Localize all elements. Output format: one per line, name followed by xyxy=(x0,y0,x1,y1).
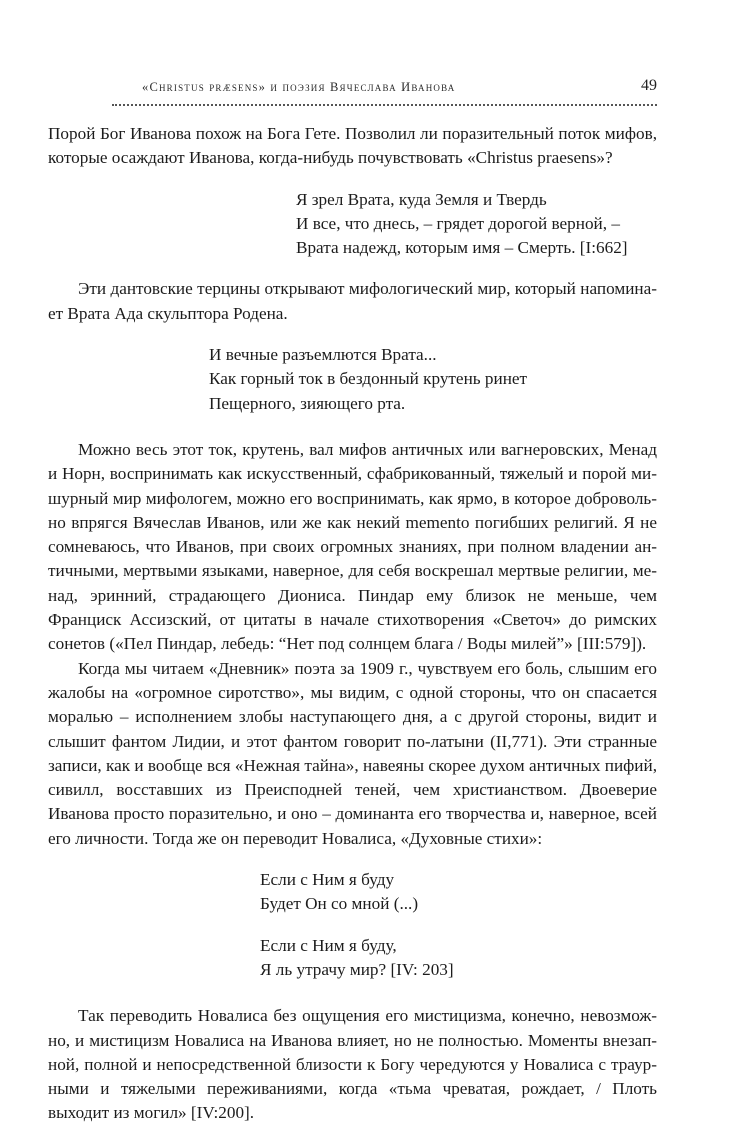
page-number: 49 xyxy=(641,77,657,94)
verse-line: Будет Он со мной (...) xyxy=(260,894,419,914)
paragraph-diary: Когда мы читаем «Дневник» поэта за 1909 г., чувствуем его боль, слышим его жалобы на «огромное сиротство», мы видим, с одной стороны, что он спасается моралью – исполнением злобы наступающего дня, а с другой стороны, видит и слышит фантом Лидии, и этот фантом говорит по-латыни (II,771). Эти странные записи, как и вообще вся «Нежная тайна», навеяны скорее духом античных пифий, сивилл, восставших из Преисподней теней, чем христианством. Двоеверие Иванова просто поразительно, и оно – доминанта его творчества и, наверное, всей его личности. Тогда же он переводит Новалиса, «Духовные стихи»: xyxy=(48,658,657,848)
page-body xyxy=(48,122,657,1126)
verse-line: Врата надежд, которым имя – Смерть. [I:662] xyxy=(296,238,628,258)
verse-dante xyxy=(296,188,657,261)
verse-line: Если с Ним я буду xyxy=(260,870,395,890)
verse-line: И вечные разъемлются Врата... xyxy=(209,345,437,365)
verse-novalis-1 xyxy=(260,868,657,917)
verse-line: Я ль утрачу мир? [IV: 203] xyxy=(260,959,454,979)
verse-line: Я зрел Врата, куда Земля и Твердь xyxy=(296,189,547,209)
paragraph-dante-tercets: Эти дантовские терцины открывают мифологический мир, который напоминает Врата Ада скульптора Родена. xyxy=(48,279,657,323)
paragraph-novalis: Так переводить Новалиса без ощущения его мистицизма, конечно, невозможно, и мистицизм Новалиса на Иванова влияет, но не полностью. Моменты внезапной, полной и непосредственной близости к Богу чередуются у Новалиса с траурными и тяжелыми переживаниями, когда «тьма чреватая, рождает, / Плоть выходит из могил» [IV:200]. xyxy=(48,1006,657,1123)
verse-gates xyxy=(209,343,657,416)
paragraph-intro: Порой Бог Иванова похож на Бога Гете. Позволил ли поразительный поток мифов, которые осаждают Иванова, когда-нибудь почувствовать «Christus praesens»? xyxy=(48,124,657,168)
paragraph-myths: Можно весь этот ток, крутень, вал мифов античных или вагнеровских, Менад и Норн, воспринимать как искусственный, сфабрикованный, тяжелый и порой мишурный мир мифологем, можно его воспринимать, как ярмо, в которое добровольно впрягся Вячеслав Иванов, или же как некий memento погибших религий. Я не сомневаюсь, что Иванов, при своих огромных знаниях, при полном владении античными, мертвыми языками, наверное, для себя воскрешал мертвые религии, менад, эринний, страдающего Диониса. Пиндар ему близок не меньше, чем Франциск Ассизский, от цитаты в начале стихотворения «Светоч» до римских сонетов («Пел Пиндар, лебедь: “Нет под солнцем блага / Воды милей”» [III:579]). xyxy=(48,439,657,654)
header-dotted-rule xyxy=(112,104,657,106)
verse-line: Как горный ток в бездонный крутень ринет xyxy=(209,369,528,389)
verse-line: И все, что днесь, – грядет дорогой верной, – xyxy=(296,213,620,233)
running-header xyxy=(112,77,657,102)
verse-novalis-2 xyxy=(260,934,657,983)
verse-line: Пещерного, зияющего рта. xyxy=(209,393,406,413)
running-title: «Christus præsens» и поэзия Вячеслава Иванова xyxy=(142,80,456,94)
verse-line: Если с Ним я буду, xyxy=(260,935,397,955)
